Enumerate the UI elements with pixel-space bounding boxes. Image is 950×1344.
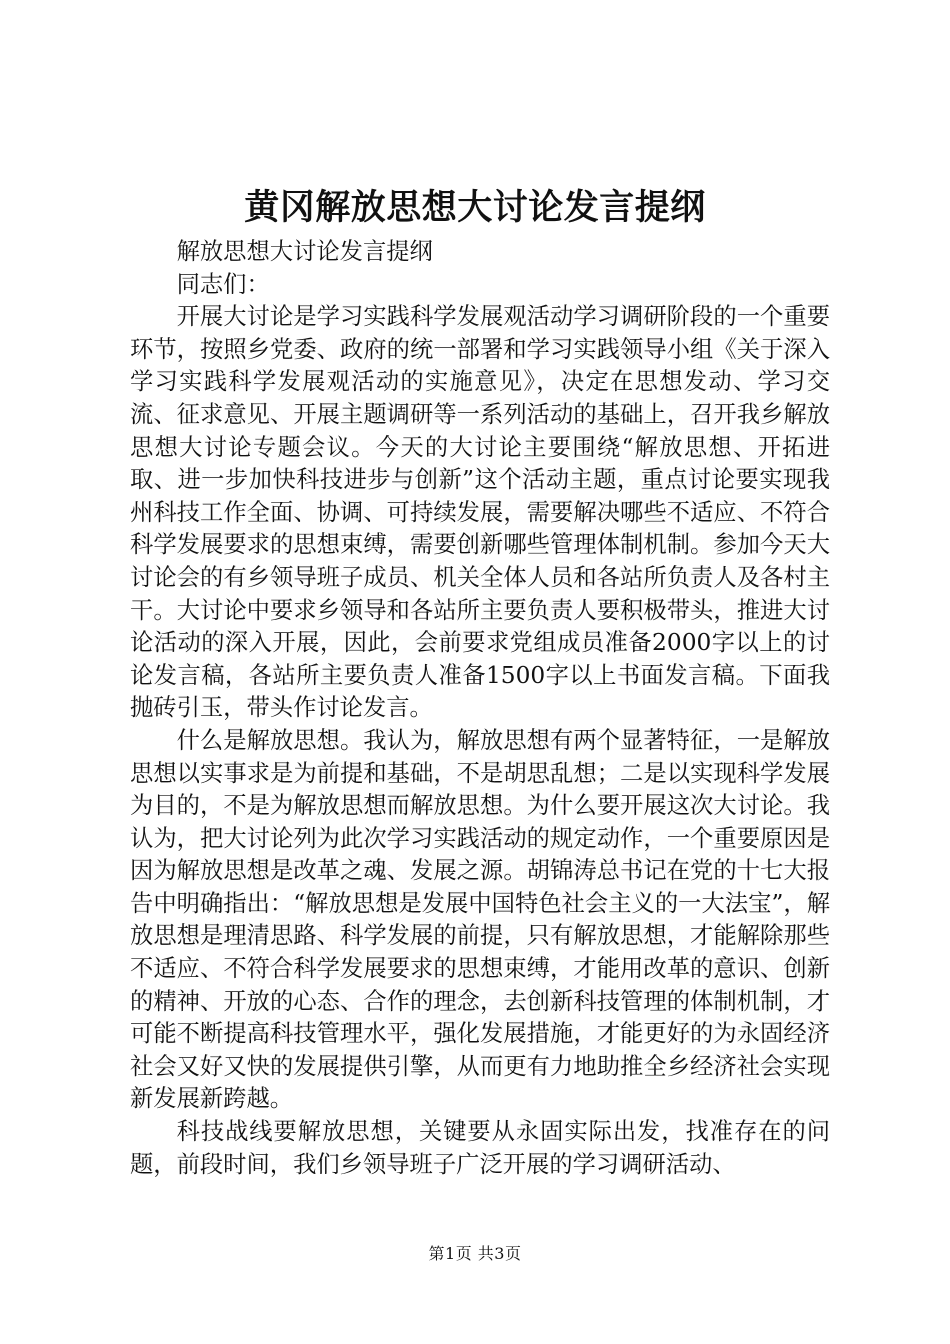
- document-subtitle: 解放思想大讨论发言提纲: [176, 238, 433, 265]
- document-body: [130, 236, 830, 1181]
- page-title: 黄冈解放思想大讨论发言提纲: [244, 187, 706, 228]
- page-number: 第1页 共3页: [428, 1244, 522, 1263]
- body-paragraph: 什么是解放思想。我认为，解放思想有两个显著特征，一是解放思想以实事求是为前提和基础，不是胡思乱想；二是以实现科学发展为目的，不是为解放思想而解放思想。为什么要开展这次大讨论。我认为，把大讨论列为此次学习实践活动的规定动作，一个重要原因是因为解放思想是改革之魂、发展之源。胡锦涛总书记在党的十七大报告中明确指出：“解放思想是发展中国特色社会主义的一大法宝”，解放思想是理清思路、科学发展的前提，只有解放思想，才能解除那些不适应、不符合科学发展要求的思想束缚，才能用改革的意识、创新的精神、开放的心态、合作的理念，去创新科技管理的体制机制，才可能不断提高科技管理水平，强化发展措施，才能更好的为永固经济社会又好又快的发展提供引擎，从而更有力地助推全乡经济社会实现新发展新跨越。: [130, 726, 830, 1113]
- body-paragraph: 开展大讨论是学习实践科学发展观活动学习调研阶段的一个重要环节，按照乡党委、政府的统一部署和学习实践领导小组《关于深入学习实践科学发展观活动的实施意见》，决定在思想发动、学习交流、征求意见、开展主题调研等一系列活动的基础上，召开我乡解放思想大讨论专题会议。今天的大讨论主要围绕“解放思想、开拓进取、进一步加快科技进步与创新”这个活动主题，重点讨论要实现我州科技工作全面、协调、可持续发展，需要解决哪些不适应、不符合科学发展要求的思想束缚，需要创新哪些管理体制机制。参加今天大讨论会的有乡领导班子成员、机关全体人员和各站所负责人及各村主干。大讨论中要求乡领导和各站所主要负责人要积极带头，推进大讨论活动的深入开展，因此，会前要求党组成员准备2000字以上的讨论发言稿，各站所主要负责人准备1500字以上书面发言稿。下面我抛砖引玉，带头作讨论发言。: [130, 303, 830, 722]
- body-paragraph: 科技战线要解放思想，关键要从永固实际出发，找准存在的问题，前段时间，我们乡领导班子广泛开展的学习调研活动、: [130, 1118, 830, 1178]
- salutation: 同志们：: [176, 270, 270, 298]
